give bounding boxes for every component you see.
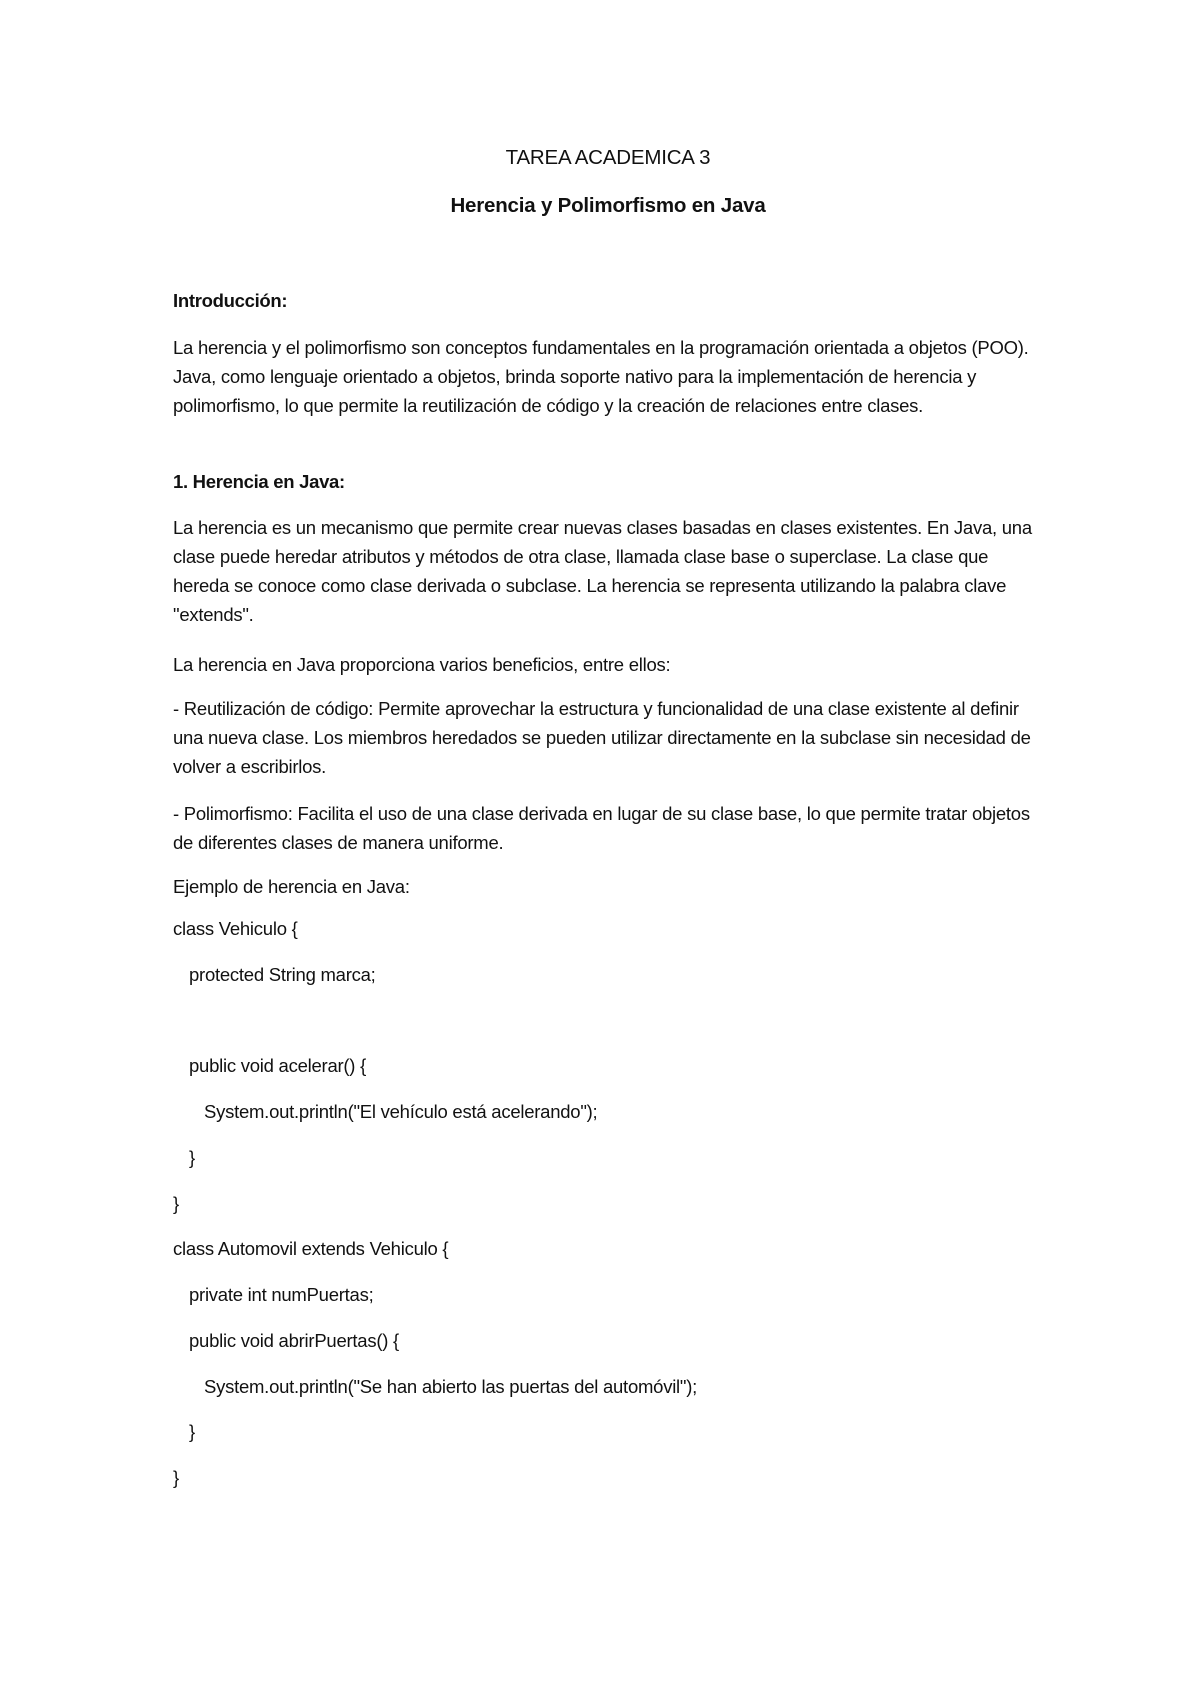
document-subtitle: Herencia y Polimorfismo en Java	[450, 194, 766, 217]
section-1-heading: 1. Herencia en Java:	[173, 471, 345, 492]
intro-heading: Introducción:	[173, 290, 288, 311]
example-label: Ejemplo de herencia en Java:	[173, 876, 410, 897]
code-line: }	[173, 1467, 179, 1488]
benefit-polymorphism: - Polimorfismo: Facilita el uso de una clase derivada en lugar de su clase base, lo que permite tratar objetos de diferentes clases de manera uniforme.	[173, 803, 1030, 853]
code-line: class Vehiculo {	[173, 918, 298, 939]
code-line: System.out.println("El vehículo está acelerando");	[204, 1101, 598, 1122]
code-line: }	[173, 1193, 179, 1214]
code-line: class Automovil extends Vehiculo {	[173, 1238, 449, 1259]
code-line: public void acelerar() {	[189, 1055, 367, 1076]
code-line: System.out.println("Se han abierto las puertas del automóvil");	[204, 1376, 698, 1397]
code-line: }	[189, 1147, 195, 1168]
code-line: private int numPuertas;	[189, 1284, 374, 1305]
benefits-intro: La herencia en Java proporciona varios beneficios, entre ellos:	[173, 654, 671, 675]
code-line: }	[189, 1421, 195, 1442]
document-title: TAREA ACADEMICA 3	[505, 146, 711, 169]
intro-paragraph: La herencia y el polimorfismo son conceptos fundamentales en la programación orientada a objetos (POO). Java, como lenguaje orientado a objetos, brinda soporte nativo para la implementación de herencia y polimorfismo, lo que permite la reutilización de código y la creación de relaciones entre clases.	[173, 337, 1029, 416]
code-line: public void abrirPuertas() {	[189, 1330, 399, 1351]
section-1-paragraph: La herencia es un mecanismo que permite crear nuevas clases basadas en clases existentes. En Java, una clase puede heredar atributos y métodos de otra clase, llamada clase base o superclase. La clase que hereda se conoce como clase derivada o subclase. La herencia se representa utilizando la palabra clave "extends".	[173, 517, 1032, 625]
code-line: protected String marca;	[189, 964, 376, 985]
benefit-reuse: - Reutilización de código: Permite aprovechar la estructura y funcionalidad de una clase existente al definir una nueva clase. Los miembros heredados se pueden utilizar directamente en la subclase sin necesidad de volver a escribirlos.	[173, 698, 1031, 777]
